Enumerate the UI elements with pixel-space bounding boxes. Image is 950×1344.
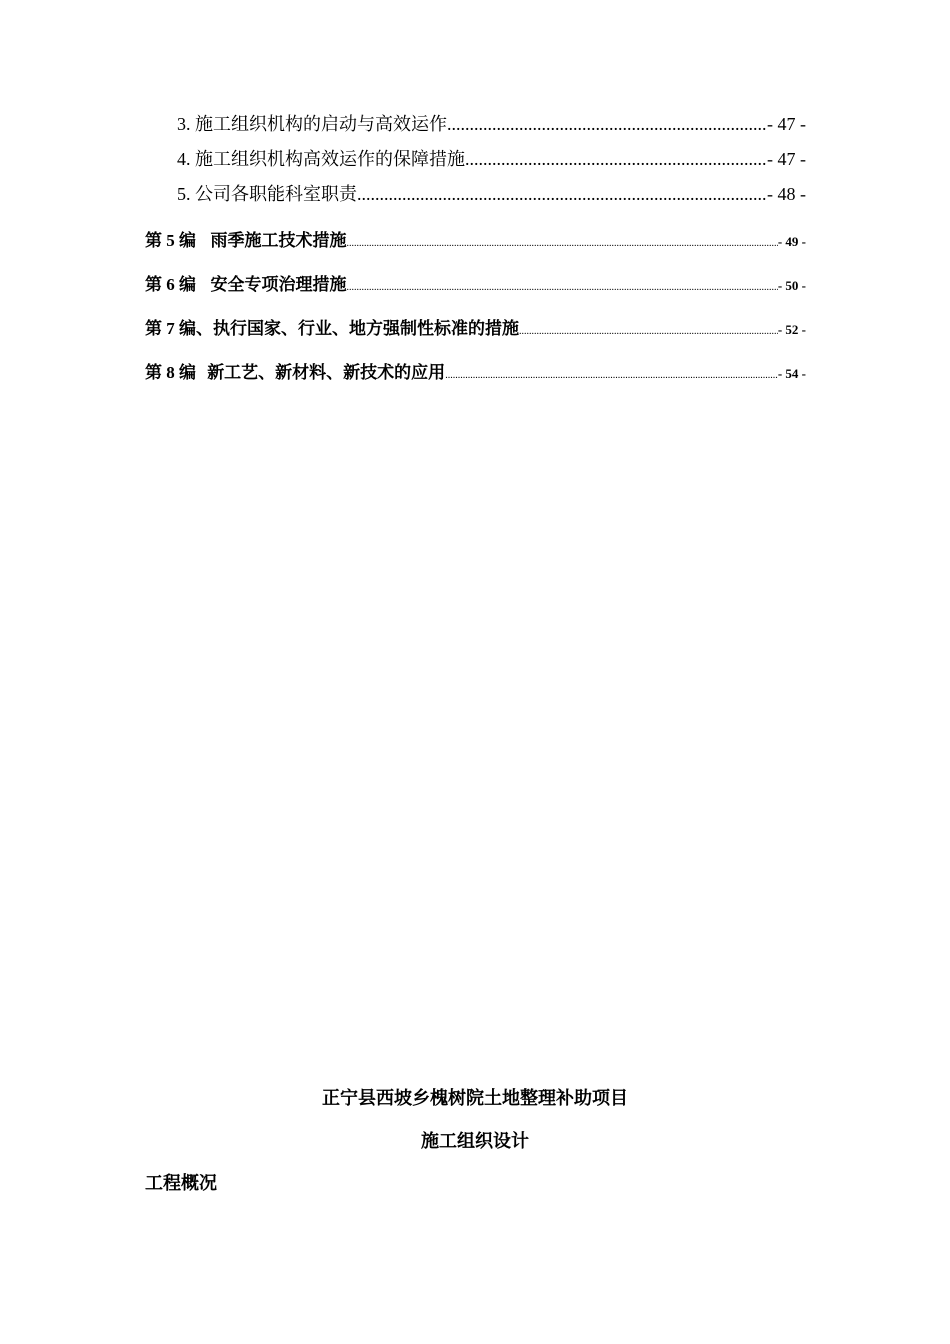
toc-chapter-entry[interactable] [145,270,806,295]
toc-entry[interactable] [177,180,806,206]
toc-page-number: - 49 - [777,234,806,249]
toc-page-number: - 47 - [767,114,806,134]
toc-leader-dots [465,149,767,170]
toc-chapter-title: 雨季施工技术措施 [210,231,347,250]
toc-page-number: - 50 - [777,278,806,293]
toc-chapter-title: 安全专项治理措施 [210,275,347,294]
toc-page-number: - 47 - [767,149,806,169]
toc-chapter-entry[interactable] [145,314,806,339]
document-subtitle: 施工组织设计 [421,1131,529,1152]
toc-entry[interactable] [177,110,806,136]
toc-chapter-number: 第 5 编 [145,231,196,250]
section-heading: 工程概况 [145,1173,217,1194]
toc-chapter-entry[interactable] [145,226,806,251]
toc-leader-dots [445,370,778,381]
toc-entry-label: 5. 公司各职能科室职责 [177,184,357,204]
toc-leader-dots [357,184,767,205]
project-title: 正宁县西坡乡槐树院土地整理补助项目 [322,1088,628,1109]
toc-chapter-entry[interactable] [145,358,806,383]
toc-chapter-title: 新工艺、新材料、新技术的应用 [207,363,446,382]
toc-leader-dots [447,114,767,135]
toc-leader-dots [347,238,778,249]
toc-chapter-number: 第 6 编 [145,275,196,294]
toc-page-number: - 54 - [777,366,806,381]
toc-page-number: - 48 - [767,184,806,204]
toc-entry[interactable] [177,145,806,171]
toc-entry-label: 4. 施工组织机构高效运作的保障措施 [177,149,465,169]
toc-leader-dots [519,326,778,337]
toc-page-number: - 52 - [777,322,806,337]
toc-leader-dots [347,282,778,293]
toc-chapter-number: 第 8 编 [145,363,196,382]
toc-chapter-number: 第 7 编、执行国家、行业、地方强制性标准的措施 [145,319,519,338]
toc-entry-label: 3. 施工组织机构的启动与高效运作 [177,114,447,134]
